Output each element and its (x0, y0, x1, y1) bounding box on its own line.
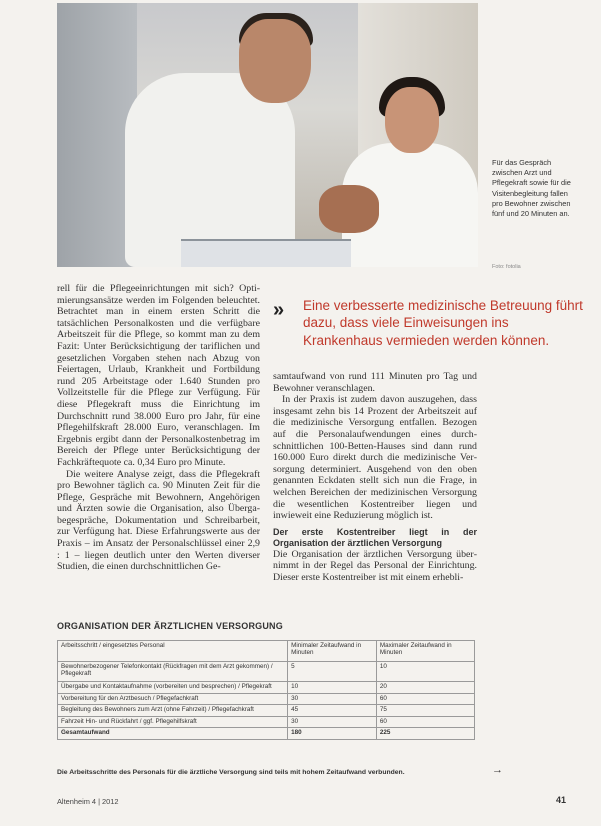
photo-caption: Für das Gespräch zwischen Arzt und Pflegekraft sowie für die Visitenbegleitung fallen pro Bewohner zwischen fünf und 20 Minuten an. (492, 158, 571, 219)
table-cell: 20 (376, 682, 474, 694)
table-cell: 30 (288, 716, 377, 728)
table-cell: Vorbereitung für den Arztbesuch / Pflegefachkraft (58, 693, 288, 705)
nurse-head (385, 87, 439, 153)
table-cell: 30 (288, 693, 377, 705)
table-header-row (58, 641, 475, 662)
paragraph: Die weitere Analyse zeigt, dass die Pflegekraft pro Bewohner täglich ca. 90 Minuten Zeit für die Pflege, Gespräche mit Bewohnern, Angehörigen und Ärzten sowie die Organisation, also Übergabegespräche, Dokumentation und Schreibarbeit, zur Verfügung hat. Diese Erfahrungswerte aus der Praxis – im Ansatz der Personalschlüssel einer 2,9 : 1 – liegen deutlich unter den Werten diverser Studien, die einen durchschnittlichen Ge- (57, 468, 260, 573)
table-cell: 180 (288, 728, 377, 740)
paragraph: samtaufwand von rund 111 Minuten pro Tag und Bewohner veranschlagen. (273, 371, 477, 394)
table-cell: Fahrzeit Hin- und Rückfahrt / ggf. Pflegehilfskraft (58, 716, 288, 728)
table-cell: 60 (376, 693, 474, 705)
table-cell: 75 (376, 705, 474, 717)
table-total-row (58, 728, 475, 740)
article-column-right (273, 371, 477, 584)
page-number: 41 (556, 795, 567, 805)
table-row (58, 682, 475, 694)
photo-doctor-and-nurse (57, 3, 478, 267)
table-cell: 10 (376, 662, 474, 682)
table-header-cell: Arbeitsschritt / eingesetztes Personal (58, 641, 288, 662)
table-cell: Bewohnerbezogener Telefonkontakt (Rückfragen mit dem Arzt gekommen) / Pflegekraft (58, 662, 288, 682)
table-note: Die Arbeitsschritte des Personals für die ärztliche Versorgung sind teils mit hohem Zeitaufwand verbunden. (57, 769, 405, 776)
quote-mark-icon: » (273, 299, 279, 321)
clipboard-paper (181, 239, 351, 267)
table-row (58, 716, 475, 728)
table-cell: 60 (376, 716, 474, 728)
table-cell: 45 (288, 705, 377, 717)
table-header-cell: Minimaler Zeitaufwand in Minuten (288, 641, 377, 662)
table-row (58, 705, 475, 717)
doctor-head (239, 19, 311, 103)
table-row (58, 693, 475, 705)
table-title: ORGANISATION DER ÄRZTLICHEN VERSORGUNG (57, 621, 283, 631)
table-cell: 5 (288, 662, 377, 682)
article-column-left (57, 283, 260, 573)
nurse-arm (319, 185, 379, 233)
pull-quote-text: Eine verbesserte medizinische Betreuung führt dazu, dass viele Einweisungen ins Krankenhaus vermieden werden können. (303, 298, 583, 348)
continue-arrow-icon: → (492, 764, 503, 776)
table-row (58, 662, 475, 682)
table-cell: Übergabe und Kontaktaufnahme (vorbereiten und besprechen) / Pflegekraft (58, 682, 288, 694)
table-cell: 10 (288, 682, 377, 694)
section-subheading: Der erste Kostentreiber liegt in der Organisation der ärztlichen Versorgung (273, 526, 477, 548)
paragraph: Die Organisation der ärztlichen Versorgung übernimmt in der Regel das Personal der Einrichtung. Dieser erste Kostentreiber ist mit einem erhebli- (273, 548, 477, 583)
table-header-cell: Maximaler Zeitaufwand in Minuten (376, 641, 474, 662)
photo-credit: Foto: fotolia (492, 264, 521, 270)
footer-publication: Altenheim 4 | 2012 (57, 797, 119, 806)
paragraph: rell für die Pflegeeinrichtungen mit sich? Optimierungsansätze werden im Folgenden beleuchtet. Betrachtet man in einem ersten Schritt die tatsächlichen Personalkosten und die verfügbare Arbeitszeit für die Pflege, so kommt man zu dem Fazit: Unter Berücksichtigung der tariflichen und gesetzlichen Vorgaben stehen nach Abzug von Feiertagen, Urlaub, Krankheit und Fortbildung rund 205 Arbeitstage oder 1.640 Stunden pro Vollzeitstelle für die Pflege zur Verfügung. Für diese Pflegekraft muss die Einrichtung im Durchschnitt rund 38.000 Euro pro Jahr, für eine Pflegehilfskraft 28.000 Euro, veranschlagen. Im Ergebnis ergibt dann der Personalkostenbetrag im Bereich der Pflege unter Berücksichtigung der Fachkräftequote ca. 0,34 Euro pro Minute. (57, 283, 260, 468)
table-cell: Begleitung des Bewohners zum Arzt (ohne Fahrzeit) / Pflegefachkraft (58, 705, 288, 717)
table-cell: Gesamtaufwand (58, 728, 288, 740)
paragraph: In der Praxis ist zudem davon auszugehen, dass insgesamt zehn bis 14 Prozent der Arbeitszeit auf die medizinische Versorgung entfallen. Bezogen auf die Personalaufwendungen eines durchschnittlichen 100-Betten-Hauses sind dann rund 160.000 Euro direkt durch die medizinische Versorgung determiniert. Ausgehend von den oben genannten Eckdaten stellt sich nun die Frage, in welchen Bereichen der medizinischen Versorgung die wesentlichen Kostentreiber liegen und inwieweit eine Reduzierung möglich ist. (273, 394, 477, 522)
table-cell: 225 (376, 728, 474, 740)
organisation-table (57, 640, 475, 740)
